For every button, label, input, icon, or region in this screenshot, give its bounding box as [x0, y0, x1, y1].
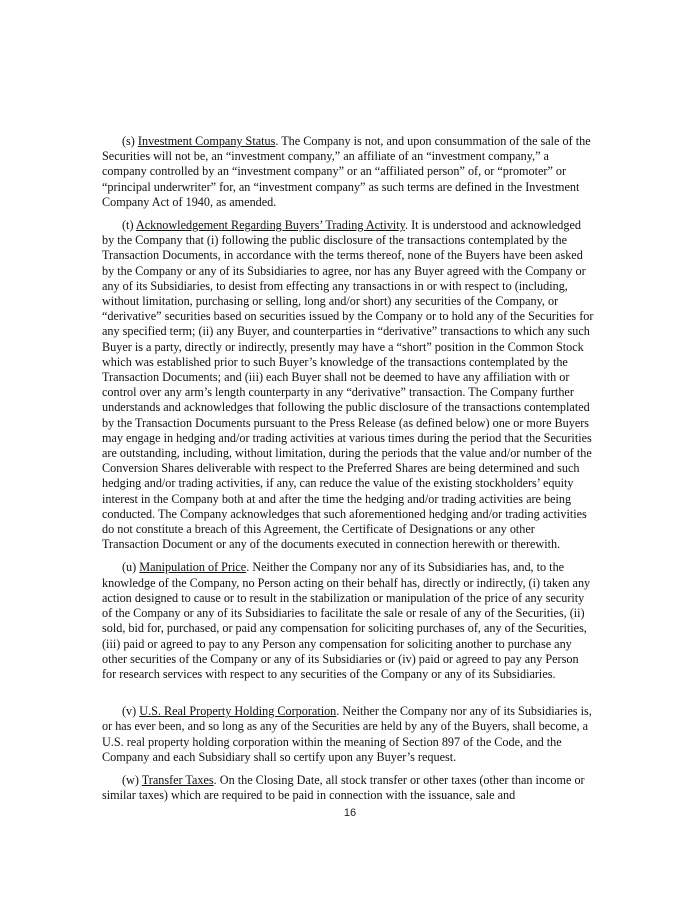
paragraph-label: (s)	[122, 134, 135, 148]
paragraph-text: Neither the Company nor any of its Subsidiaries is, or has ever been, and so long as any of the Securities are held by any of the Buyers, shall become, a U.S. real property holding corporation within the meaning of Section 897 of the Code, and the Company and each Subsidiary shall so certify upon any Buyer’s request.	[102, 704, 592, 764]
paragraph-w: (w) Transfer Taxes. On the Closing Date, all stock transfer or other taxes (other than income or similar taxes) which are required to be paid in connection with the issuance, sale and	[102, 772, 585, 803]
paragraph-t: (t) Acknowledgement Regarding Buyers’ Trading Activity. It is understood and acknowledged by the Company that (i) following the public disclosure of the transactions contemplated by the Transaction Documents, in accordance with the terms thereof, none of the Buyers have been asked by the Company or any of its Subsidiaries to agree, nor has any Buyer agreed with the Company or any of its Subsidiaries, to desist from effecting any transactions in or with respect to (including, without limitation, purchasing or selling, long and/or short) any securities of the Company, or “derivative” securities based on securities issued by the Company or to hold any of the Securities for any specified term; (ii) any Buyer, and counterparties in “derivative” transactions to which any such Buyer is a party, directly or indirectly, presently may have a “short” position in the Common Stock which was established prior to such Buyer’s knowledge of the transactions contemplated by the Transaction Documents; and (iii) each Buyer shall not be deemed to have any affiliation with or control over any arm’s length counterparty in any “derivative” transaction. The Company further understands and acknowledges that following the public disclosure of the transactions contemplated by the Transaction Documents pursuant to the Press Release (as defined below) one or more Buyers may engage in hedging and/or trading activities at various times during the period that the Securities are outstanding, including, without limitation, during the periods that the value and/or number of the Conversion Shares deliverable with respect to the Preferred Shares are being determined and such hedging and/or trading activities, if any, can reduce the value of the existing stockholders’ equity interest in the Company both at and after the time the hedging and/or trading activities are being conducted. The Company acknowledges that such aforementioned hedging and/or trading activities do not constitute a breach of this Agreement, the Certificate of Designations or any other Transaction Document or any of the documents executed in connection herewith or therewith.	[102, 218, 594, 552]
paragraph-text: On the Closing Date, all stock transfer or other taxes (other than income or similar taxes) which are required to be paid in connection with the issuance, sale and	[102, 772, 585, 803]
section-heading: Acknowledgement Regarding Buyers’ Trading Activity	[135, 218, 405, 233]
section-heading: Manipulation of Price	[139, 560, 247, 575]
section-heading: U.S. Real Property Holding Corporation	[139, 704, 337, 719]
document-body	[102, 134, 594, 811]
paragraph-s: (s) Investment Company Status. The Company is not, and upon consummation of the sale of the Securities will not be, an “investment company,” an affiliate of an “investment company,” a company controlled by an “investment company” or an “affiliated person” of, or “promoter” or “principal underwriter” for, an “investment company” as such terms are defined in the Investment Company Act of 1940, as amended.	[102, 134, 591, 209]
paragraph-text: The Company is not, and upon consummation of the sale of the Securities will not be, an “investment company,” an affiliate of an “investment company,” a company controlled by an “investment company” or an “affiliated person” of, or “promoter” or “principal underwriter” for, an “investment company” as such terms are defined in the Investment Company Act of 1940, as amended.	[102, 134, 591, 209]
paragraph-label: (u)	[122, 560, 137, 575]
paragraph-u: (u) Manipulation of Price. Neither the Company nor any of its Subsidiaries has, and, to the knowledge of the Company, no Person acting on their behalf has, directly or indirectly, (i) taken any action designed to cause or to result in the stabilization or manipulation of the price of any security of the Company or any of its Subsidiaries to facilitate the sale or resale of any of the Securities, (ii) sold, bid for, purchased, or paid any compensation for soliciting purchases of, any of the Securities, (iii) paid or agreed to pay to any Person any compensation for soliciting another to purchase any other securities of the Company or any of its Subsidiaries or (iv) paid or agreed to pay any Person for research services with respect to any securities of the Company or any of its Subsidiaries.	[102, 560, 591, 681]
section-heading: Investment Company Status	[137, 134, 276, 148]
paragraph-text: It is understood and acknowledged by the Company that (i) following the public disclosure of the transactions contemplated by the Transaction Documents, in accordance with the terms thereof, none of the Buyers have been asked by the Company or any of its Subsidiaries to agree, nor has any Buyer agreed with the Company or any of its Subsidiaries, to desist from effecting any transactions in or with respect to (including, without limitation, purchasing or selling, long and/or short) any securities of the Company, or “derivative” securities based on securities issued by the Company or to hold any of the Securities for any specified term; (ii) any Buyer, and counterparties in “derivative” transactions to which any such Buyer is a party, directly or indirectly, presently may have a “short” position in the Common Stock which was established prior to such Buyer’s knowledge of the transactions contemplated by the Transaction Documents; and (iii) each Buyer shall not be deemed to have any affiliation with or control over any arm’s length counterparty in any “derivative” transaction. The Company further understands and acknowledges that following the public disclosure of the transactions contemplated by the Transaction Documents pursuant to the Press Release (as defined below) one or more Buyers may engage in hedging and/or trading activities at various times during the period that the Securities are outstanding, including, without limitation, during the periods that the value and/or number of the Conversion Shares deliverable with respect to the Preferred Shares are being determined and such hedging and/or trading activities, if any, can reduce the value of the existing stockholders’ equity interest in the Company both at and after the time the hedging and/or trading activities are being conducted. The Company acknowledges that such aforementioned hedging and/or trading activities do not constitute a breach of this Agreement, the Certificate of Designations or any other Transaction Document or any of the documents executed in connection herewith or therewith.	[102, 218, 594, 552]
page-number: 16	[343, 807, 357, 819]
section-heading: Transfer Taxes	[141, 772, 214, 787]
paragraph-label: (v)	[122, 704, 137, 719]
paragraph-v: (v) U.S. Real Property Holding Corporation. Neither the Company nor any of its Subsidiaries is, or has ever been, and so long as any of the Securities are held by any of the Buyers, shall become, a U.S. real property holding corporation within the meaning of Section 897 of the Code, and the Company and each Subsidiary shall so certify upon any Buyer’s request.	[102, 704, 592, 764]
paragraph-label: (t)	[122, 218, 134, 233]
paragraph-label: (w)	[122, 772, 139, 787]
paragraph-text: Neither the Company nor any of its Subsidiaries has, and, to the knowledge of the Company, no Person acting on their behalf has, directly or indirectly, (i) taken any action designed to cause or to result in the stabilization or manipulation of the price of any security of the Company or any of its Subsidiaries to facilitate the sale or resale of any of the Securities, (ii) sold, bid for, purchased, or paid any compensation for soliciting purchases of, any of the Securities, (iii) paid or agreed to pay to any Person any compensation for soliciting another to purchase any other securities of the Company or any of its Subsidiaries or (iv) paid or agreed to pay any Person for research services with respect to any securities of the Company or any of its Subsidiaries.	[102, 560, 591, 681]
